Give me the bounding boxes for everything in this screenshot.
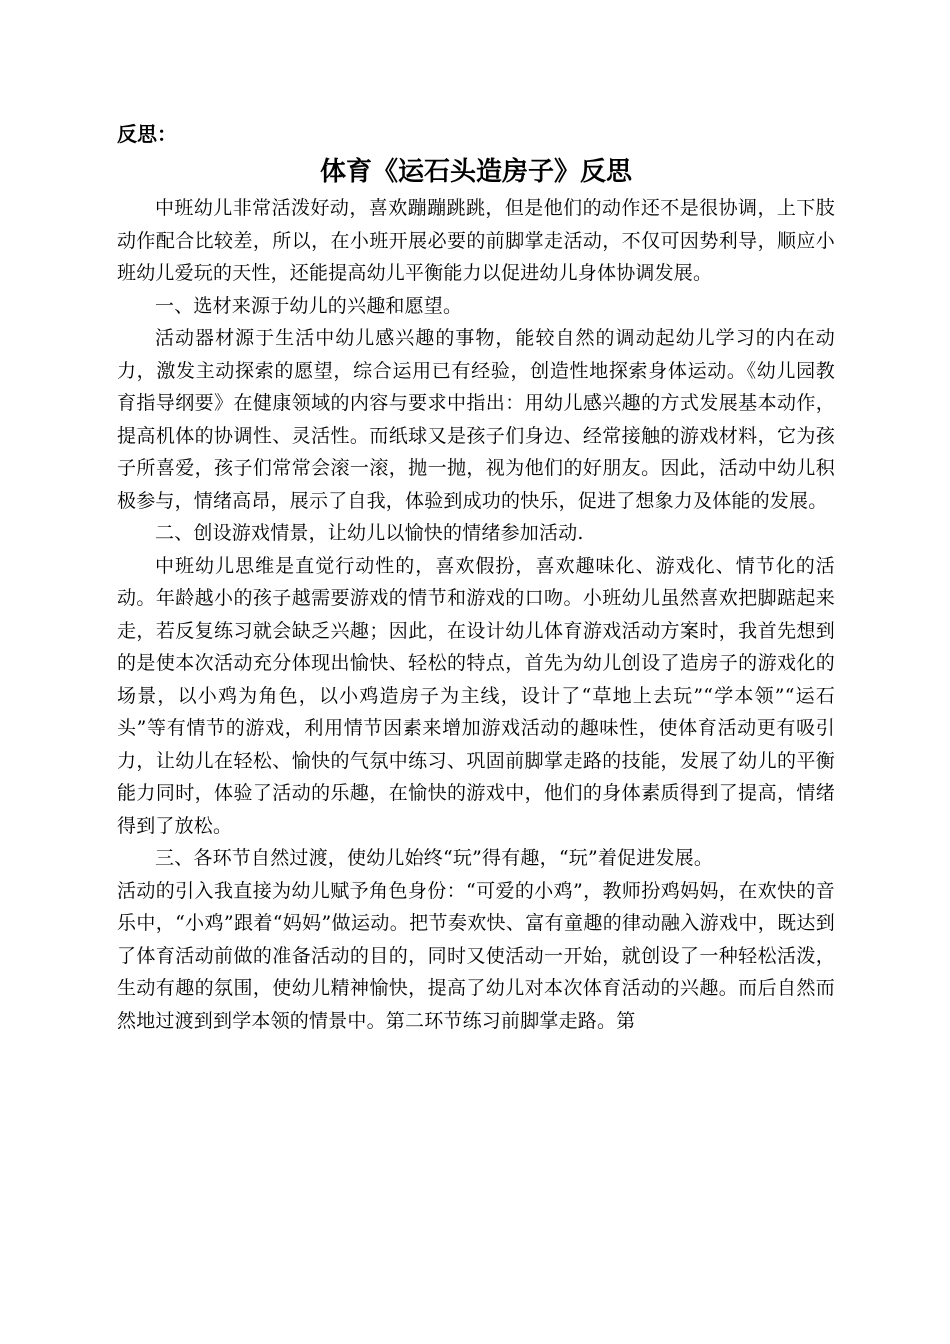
paragraph: 一、选材来源于幼儿的兴趣和愿望。 (155, 294, 463, 317)
paragraph-list (117, 192, 835, 1037)
paragraph: 中班幼儿非常活泼好动，喜欢蹦蹦跳跳，但是他们的动作还不是很协调，上下肢动作配合比较差，所以，在小班开展必要的前脚掌走活动，不仅可因势利导，顺应小班幼儿爱玩的天性，还能提高幼儿平衡能力以促进幼儿身体协调发展。 (117, 197, 835, 284)
paragraph: 活动的引入我直接为幼儿赋予角色身份：“可爱的小鸡”，教师扮鸡妈妈，在欢快的音乐中，“小鸡”跟着“妈妈”做运动。把节奏欢快、富有童趣的律动融入游戏中，既达到了体育活动前做的准备活动的目的，同时又使活动一开始，就创设了一种轻松活泼，生动有趣的氛围，使幼儿精神愉快，提高了幼儿对本次体育活动的兴趣。而后自然而然地过渡到到学本领的情景中。第二环节练习前脚掌走路。第 (117, 879, 835, 1032)
section-heading: 反思： (117, 122, 177, 146)
document-body (117, 120, 835, 1037)
paragraph: 二、创设游戏情景，让幼儿以愉快的情绪参加活动. (155, 522, 584, 544)
paragraph: 三、各环节自然过渡，使幼儿始终“玩”得有趣，“玩”着促进发展。 (155, 847, 714, 869)
paragraph: 活动器材源于生活中幼儿感兴趣的事物，能较自然的调动起幼儿学习的内在动力，激发主动探索的愿望，综合运用已有经验，创造性地探索身体运动。《幼儿园教育指导纲要》在健康领域的内容与要求中指出：用幼儿感兴趣的方式发展基本动作，提高机体的协调性、灵活性。而纸球又是孩子们身边、经常接触的游戏材料，它为孩子所喜爱，孩子们常常会滚一滚，抛一抛，视为他们的好朋友。因此，活动中幼儿积极参与，情绪高昂，展示了自我，体验到成功的快乐，促进了想象力及体能的发展。 (117, 327, 835, 512)
paragraph: 中班幼儿思维是直觉行动性的，喜欢假扮，喜欢趣味化、游戏化、情节化的活动。年龄越小的孩子越需要游戏的情节和游戏的口吻。小班幼儿虽然喜欢把脚踮起来走，若反复练习就会缺乏兴趣；因此，在设计幼儿体育游戏活动方案时，我首先想到的是使本次活动充分体现出愉快、轻松的特点，首先为幼儿创设了造房子的游戏化的场景，以小鸡为角色，以小鸡造房子为主线，设计了“草地上去玩”“学本领”“运石头”等有情节的游戏，利用情节因素来增加游戏活动的趣味性，使体育活动更有吸引力，让幼儿在轻松、愉快的气氛中练习、巩固前脚掌走路的技能，发展了幼儿的平衡能力同时，体验了活动的乐趣，在愉快的游戏中，他们的身体素质得到了提高，情绪得到了放松。 (117, 554, 835, 837)
document-title: 体育《运石头造房子》反思 (319, 157, 632, 187)
